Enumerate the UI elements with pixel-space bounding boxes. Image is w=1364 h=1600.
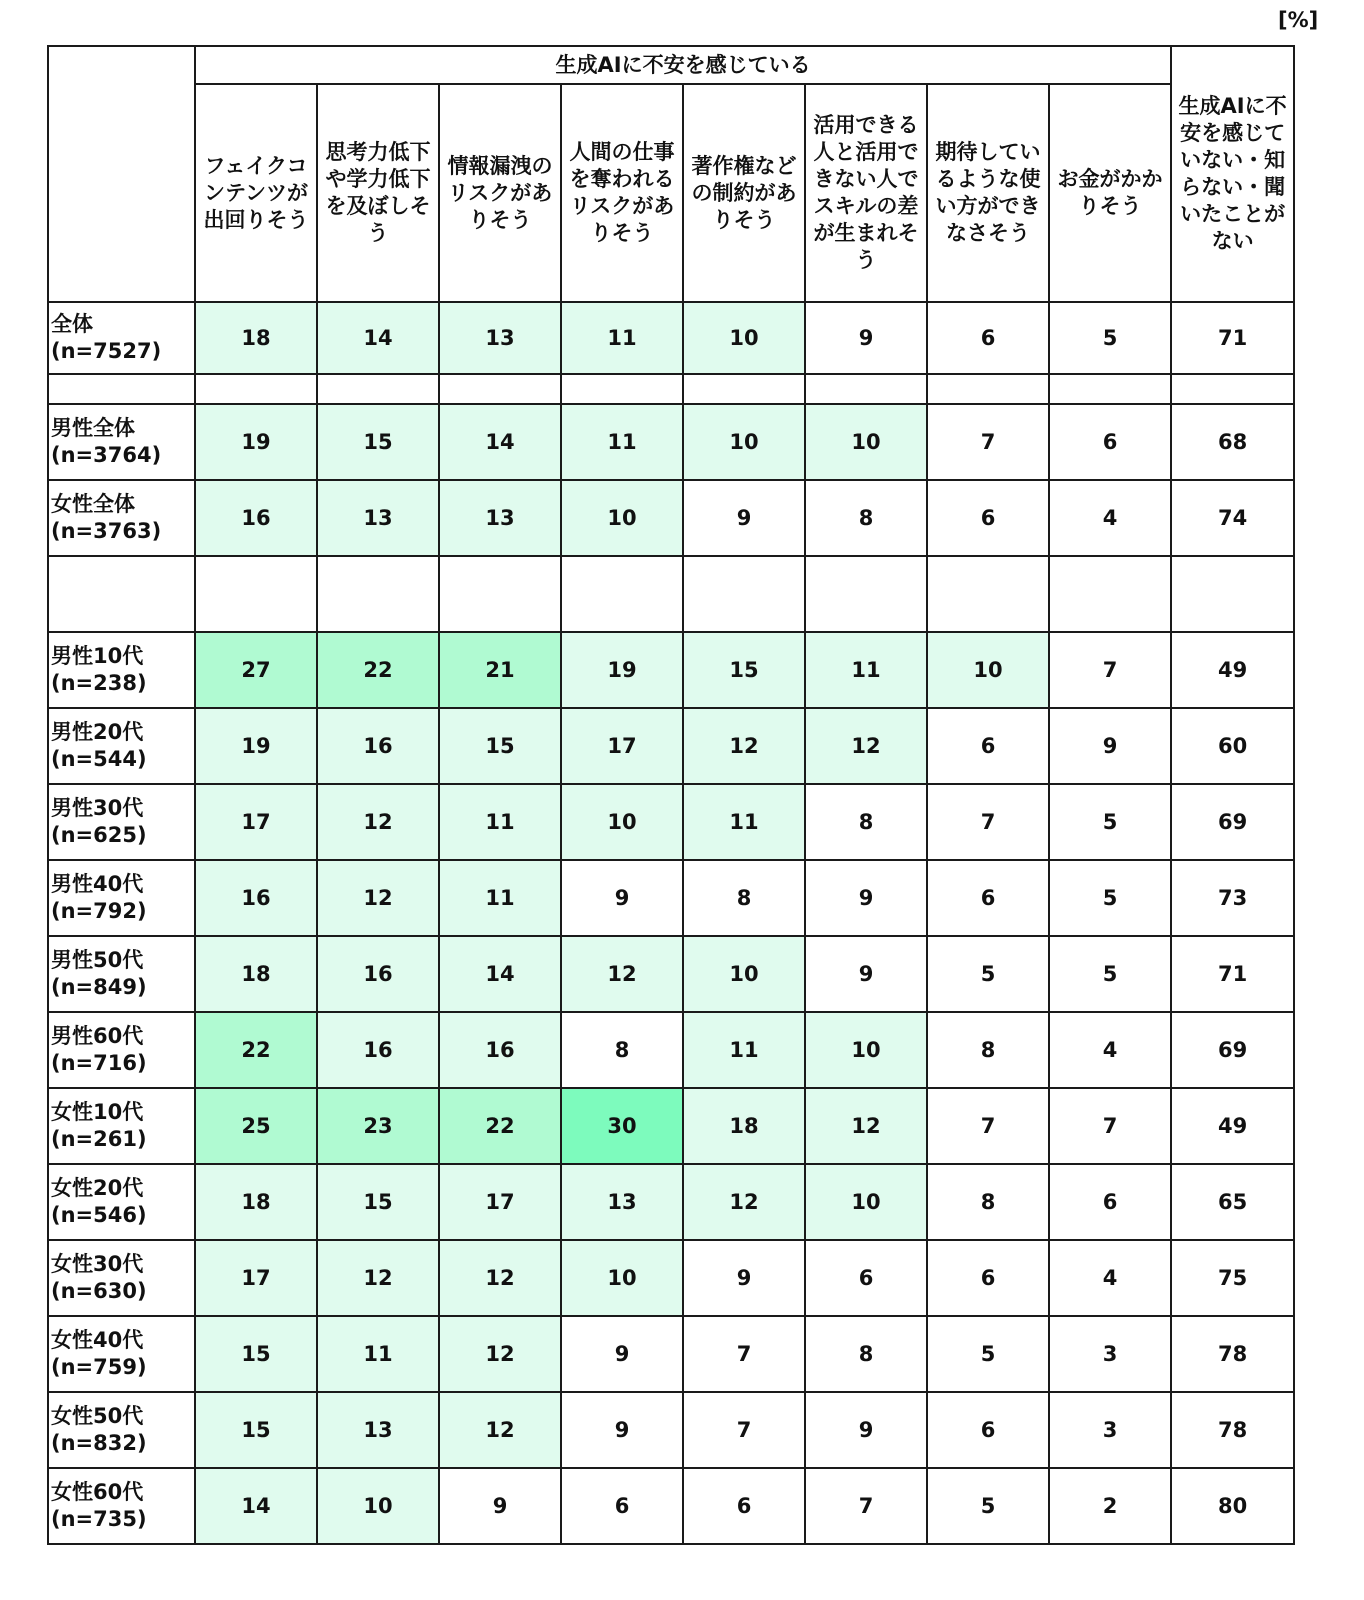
spacer-cell	[683, 374, 805, 404]
value-cell: 9	[805, 936, 927, 1012]
table-row	[48, 1088, 1294, 1164]
value-cell: 15	[195, 1392, 317, 1468]
value-cell: 11	[439, 784, 561, 860]
value-cell: 12	[317, 860, 439, 936]
row-label	[48, 480, 195, 556]
value-cell: 5	[927, 936, 1049, 1012]
value-cell: 8	[805, 784, 927, 860]
row-label-n: (n=238)	[51, 671, 147, 695]
row-label-n: (n=759)	[51, 1355, 147, 1379]
row-label-n: (n=849)	[51, 975, 147, 999]
value-cell: 6	[927, 1392, 1049, 1468]
value-cell: 4	[1049, 1012, 1171, 1088]
value-cell: 6	[1049, 1164, 1171, 1240]
value-cell: 7	[805, 1468, 927, 1544]
value-cell: 10	[805, 1012, 927, 1088]
value-cell: 18	[683, 1088, 805, 1164]
value-cell: 16	[439, 1012, 561, 1088]
value-cell: 11	[561, 302, 683, 374]
value-cell: 8	[927, 1164, 1049, 1240]
value-cell: 6	[561, 1468, 683, 1544]
value-cell: 69	[1171, 784, 1294, 860]
column-header: 活用できる人と活用できない人でスキルの差が生まれそう	[805, 84, 927, 302]
row-label-n: (n=735)	[51, 1507, 147, 1531]
corner-cell	[48, 46, 195, 302]
results-table	[47, 45, 1295, 1545]
row-label-n: (n=546)	[51, 1203, 147, 1227]
value-cell: 6	[927, 480, 1049, 556]
value-cell: 7	[683, 1316, 805, 1392]
value-cell: 16	[317, 936, 439, 1012]
spacer-cell	[317, 556, 439, 632]
column-header: 情報漏洩のリスクがありそう	[439, 84, 561, 302]
value-cell: 19	[195, 404, 317, 480]
table-row	[48, 302, 1294, 374]
value-cell: 12	[317, 784, 439, 860]
value-cell: 5	[927, 1316, 1049, 1392]
row-label	[48, 1240, 195, 1316]
value-cell: 18	[195, 302, 317, 374]
value-cell: 9	[561, 1316, 683, 1392]
row-label-n: (n=3764)	[51, 443, 162, 467]
value-cell: 12	[683, 1164, 805, 1240]
value-cell: 14	[317, 302, 439, 374]
table-row	[48, 1392, 1294, 1468]
table-row	[48, 632, 1294, 708]
spacer-cell	[48, 556, 195, 632]
value-cell: 75	[1171, 1240, 1294, 1316]
row-label-group: 男性全体	[51, 416, 135, 440]
table-row	[48, 708, 1294, 784]
value-cell: 10	[561, 1240, 683, 1316]
spacer-cell	[48, 374, 195, 404]
value-cell: 15	[439, 708, 561, 784]
value-cell: 18	[195, 1164, 317, 1240]
row-label-group: 男性10代	[51, 644, 144, 668]
row-label-group: 女性20代	[51, 1176, 144, 1200]
row-label	[48, 708, 195, 784]
row-label-n: (n=544)	[51, 747, 147, 771]
value-cell: 9	[683, 1240, 805, 1316]
row-label-group: 男性60代	[51, 1024, 144, 1048]
row-label	[48, 1088, 195, 1164]
value-cell: 5	[1049, 860, 1171, 936]
spacer-cell	[561, 374, 683, 404]
value-cell: 4	[1049, 1240, 1171, 1316]
spacer-cell	[561, 556, 683, 632]
value-cell: 25	[195, 1088, 317, 1164]
value-cell: 74	[1171, 480, 1294, 556]
table-row	[48, 936, 1294, 1012]
value-cell: 78	[1171, 1316, 1294, 1392]
value-cell: 9	[683, 480, 805, 556]
row-label-n: (n=832)	[51, 1431, 147, 1455]
table-row	[48, 784, 1294, 860]
row-label	[48, 860, 195, 936]
value-cell: 7	[927, 1088, 1049, 1164]
value-cell: 16	[195, 480, 317, 556]
value-cell: 16	[195, 860, 317, 936]
value-cell: 9	[561, 1392, 683, 1468]
column-header: 思考力低下や学力低下を及ぼしそう	[317, 84, 439, 302]
value-cell: 15	[317, 1164, 439, 1240]
value-cell: 5	[1049, 302, 1171, 374]
value-cell: 19	[561, 632, 683, 708]
value-cell: 12	[439, 1392, 561, 1468]
table-row	[48, 1468, 1294, 1544]
value-cell: 13	[317, 1392, 439, 1468]
value-cell: 10	[683, 404, 805, 480]
value-cell: 7	[927, 404, 1049, 480]
value-cell: 11	[805, 632, 927, 708]
spacer-cell	[439, 374, 561, 404]
value-cell: 14	[439, 404, 561, 480]
value-cell: 15	[317, 404, 439, 480]
column-header: フェイクコンテンツが出回りそう	[195, 84, 317, 302]
row-label-n: (n=792)	[51, 899, 147, 923]
value-cell: 11	[561, 404, 683, 480]
value-cell: 16	[317, 1012, 439, 1088]
table-row	[48, 860, 1294, 936]
value-cell: 6	[805, 1240, 927, 1316]
value-cell: 8	[805, 1316, 927, 1392]
value-cell: 9	[805, 860, 927, 936]
value-cell: 10	[927, 632, 1049, 708]
row-label	[48, 1316, 195, 1392]
value-cell: 15	[195, 1316, 317, 1392]
spacer-cell	[317, 374, 439, 404]
value-cell: 6	[683, 1468, 805, 1544]
value-cell: 13	[317, 480, 439, 556]
value-cell: 6	[1049, 404, 1171, 480]
value-cell: 8	[805, 480, 927, 556]
value-cell: 12	[439, 1316, 561, 1392]
value-cell: 3	[1049, 1392, 1171, 1468]
row-label	[48, 1468, 195, 1544]
value-cell: 15	[683, 632, 805, 708]
row-label-n: (n=261)	[51, 1127, 147, 1151]
value-cell: 17	[195, 1240, 317, 1316]
spacer-cell	[195, 556, 317, 632]
value-cell: 49	[1171, 1088, 1294, 1164]
row-label	[48, 404, 195, 480]
column-header: 人間の仕事を奪われるリスクがありそう	[561, 84, 683, 302]
row-label-n: (n=7527)	[51, 339, 162, 363]
value-cell: 9	[439, 1468, 561, 1544]
value-cell: 12	[317, 1240, 439, 1316]
spacer-cell	[1049, 374, 1171, 404]
value-cell: 12	[683, 708, 805, 784]
table-row	[48, 1240, 1294, 1316]
group-header: 生成AIに不安を感じている	[195, 46, 1171, 84]
row-label-n: (n=625)	[51, 823, 147, 847]
value-cell: 23	[317, 1088, 439, 1164]
value-cell: 5	[927, 1468, 1049, 1544]
column-header: 生成AIに不安を感じていない・知らない・聞いたことがない	[1171, 46, 1294, 302]
value-cell: 12	[439, 1240, 561, 1316]
spacer-row	[48, 556, 1294, 632]
value-cell: 5	[1049, 784, 1171, 860]
table-body	[48, 302, 1294, 1544]
value-cell: 8	[561, 1012, 683, 1088]
row-label	[48, 784, 195, 860]
row-label	[48, 1392, 195, 1468]
value-cell: 22	[195, 1012, 317, 1088]
row-label-group: 女性50代	[51, 1404, 144, 1428]
value-cell: 11	[683, 784, 805, 860]
value-cell: 4	[1049, 480, 1171, 556]
column-header: 著作権などの制約がありそう	[683, 84, 805, 302]
row-label	[48, 1164, 195, 1240]
table-row	[48, 404, 1294, 480]
value-cell: 80	[1171, 1468, 1294, 1544]
value-cell: 9	[805, 1392, 927, 1468]
value-cell: 60	[1171, 708, 1294, 784]
value-cell: 65	[1171, 1164, 1294, 1240]
value-cell: 71	[1171, 302, 1294, 374]
value-cell: 9	[561, 860, 683, 936]
value-cell: 7	[927, 784, 1049, 860]
spacer-cell	[439, 556, 561, 632]
unit-label: [%]	[1278, 8, 1319, 32]
value-cell: 71	[1171, 936, 1294, 1012]
spacer-cell	[1171, 374, 1294, 404]
value-cell: 2	[1049, 1468, 1171, 1544]
value-cell: 11	[317, 1316, 439, 1392]
value-cell: 8	[683, 860, 805, 936]
value-cell: 6	[927, 1240, 1049, 1316]
row-label-group: 女性40代	[51, 1328, 144, 1352]
row-label	[48, 1012, 195, 1088]
table-row	[48, 1316, 1294, 1392]
spacer-cell	[805, 374, 927, 404]
spacer-cell	[1171, 556, 1294, 632]
spacer-cell	[927, 374, 1049, 404]
value-cell: 7	[683, 1392, 805, 1468]
value-cell: 5	[1049, 936, 1171, 1012]
value-cell: 73	[1171, 860, 1294, 936]
value-cell: 10	[805, 404, 927, 480]
value-cell: 13	[439, 480, 561, 556]
value-cell: 10	[805, 1164, 927, 1240]
value-cell: 69	[1171, 1012, 1294, 1088]
value-cell: 11	[439, 860, 561, 936]
value-cell: 6	[927, 860, 1049, 936]
row-label	[48, 632, 195, 708]
value-cell: 7	[1049, 632, 1171, 708]
value-cell: 11	[683, 1012, 805, 1088]
row-label-group: 女性全体	[51, 492, 135, 516]
value-cell: 17	[561, 708, 683, 784]
spacer-cell	[683, 556, 805, 632]
column-header: 期待しているような使い方ができなさそう	[927, 84, 1049, 302]
row-label-group: 男性40代	[51, 872, 144, 896]
table-row	[48, 1164, 1294, 1240]
value-cell: 9	[805, 302, 927, 374]
value-cell: 17	[195, 784, 317, 860]
value-cell: 16	[317, 708, 439, 784]
row-label-n: (n=630)	[51, 1279, 147, 1303]
value-cell: 7	[1049, 1088, 1171, 1164]
value-cell: 13	[561, 1164, 683, 1240]
spacer-cell	[1049, 556, 1171, 632]
value-cell: 3	[1049, 1316, 1171, 1392]
row-label-group: 女性10代	[51, 1100, 144, 1124]
value-cell: 78	[1171, 1392, 1294, 1468]
value-cell: 14	[439, 936, 561, 1012]
value-cell: 30	[561, 1088, 683, 1164]
value-cell: 68	[1171, 404, 1294, 480]
value-cell: 6	[927, 302, 1049, 374]
spacer-cell	[195, 374, 317, 404]
value-cell: 27	[195, 632, 317, 708]
row-label-group: 女性60代	[51, 1480, 144, 1504]
value-cell: 10	[683, 302, 805, 374]
table-row	[48, 480, 1294, 556]
column-header: お金がかかりそう	[1049, 84, 1171, 302]
value-cell: 22	[439, 1088, 561, 1164]
value-cell: 12	[805, 1088, 927, 1164]
table-row	[48, 1012, 1294, 1088]
row-label	[48, 302, 195, 374]
value-cell: 17	[439, 1164, 561, 1240]
value-cell: 10	[561, 480, 683, 556]
value-cell: 18	[195, 936, 317, 1012]
spacer-cell	[805, 556, 927, 632]
value-cell: 10	[561, 784, 683, 860]
value-cell: 12	[561, 936, 683, 1012]
spacer-row	[48, 374, 1294, 404]
value-cell: 49	[1171, 632, 1294, 708]
value-cell: 12	[805, 708, 927, 784]
row-label-group: 女性30代	[51, 1252, 144, 1276]
row-label-group: 男性50代	[51, 948, 144, 972]
row-label-n: (n=716)	[51, 1051, 147, 1075]
row-label-n: (n=3763)	[51, 519, 162, 543]
value-cell: 19	[195, 708, 317, 784]
row-label-group: 男性20代	[51, 720, 144, 744]
row-label-group: 全体	[51, 312, 93, 336]
value-cell: 9	[1049, 708, 1171, 784]
spacer-cell	[927, 556, 1049, 632]
value-cell: 13	[439, 302, 561, 374]
value-cell: 6	[927, 708, 1049, 784]
value-cell: 10	[683, 936, 805, 1012]
value-cell: 21	[439, 632, 561, 708]
row-label-group: 男性30代	[51, 796, 144, 820]
value-cell: 10	[317, 1468, 439, 1544]
row-label	[48, 936, 195, 1012]
value-cell: 14	[195, 1468, 317, 1544]
value-cell: 8	[927, 1012, 1049, 1088]
value-cell: 22	[317, 632, 439, 708]
